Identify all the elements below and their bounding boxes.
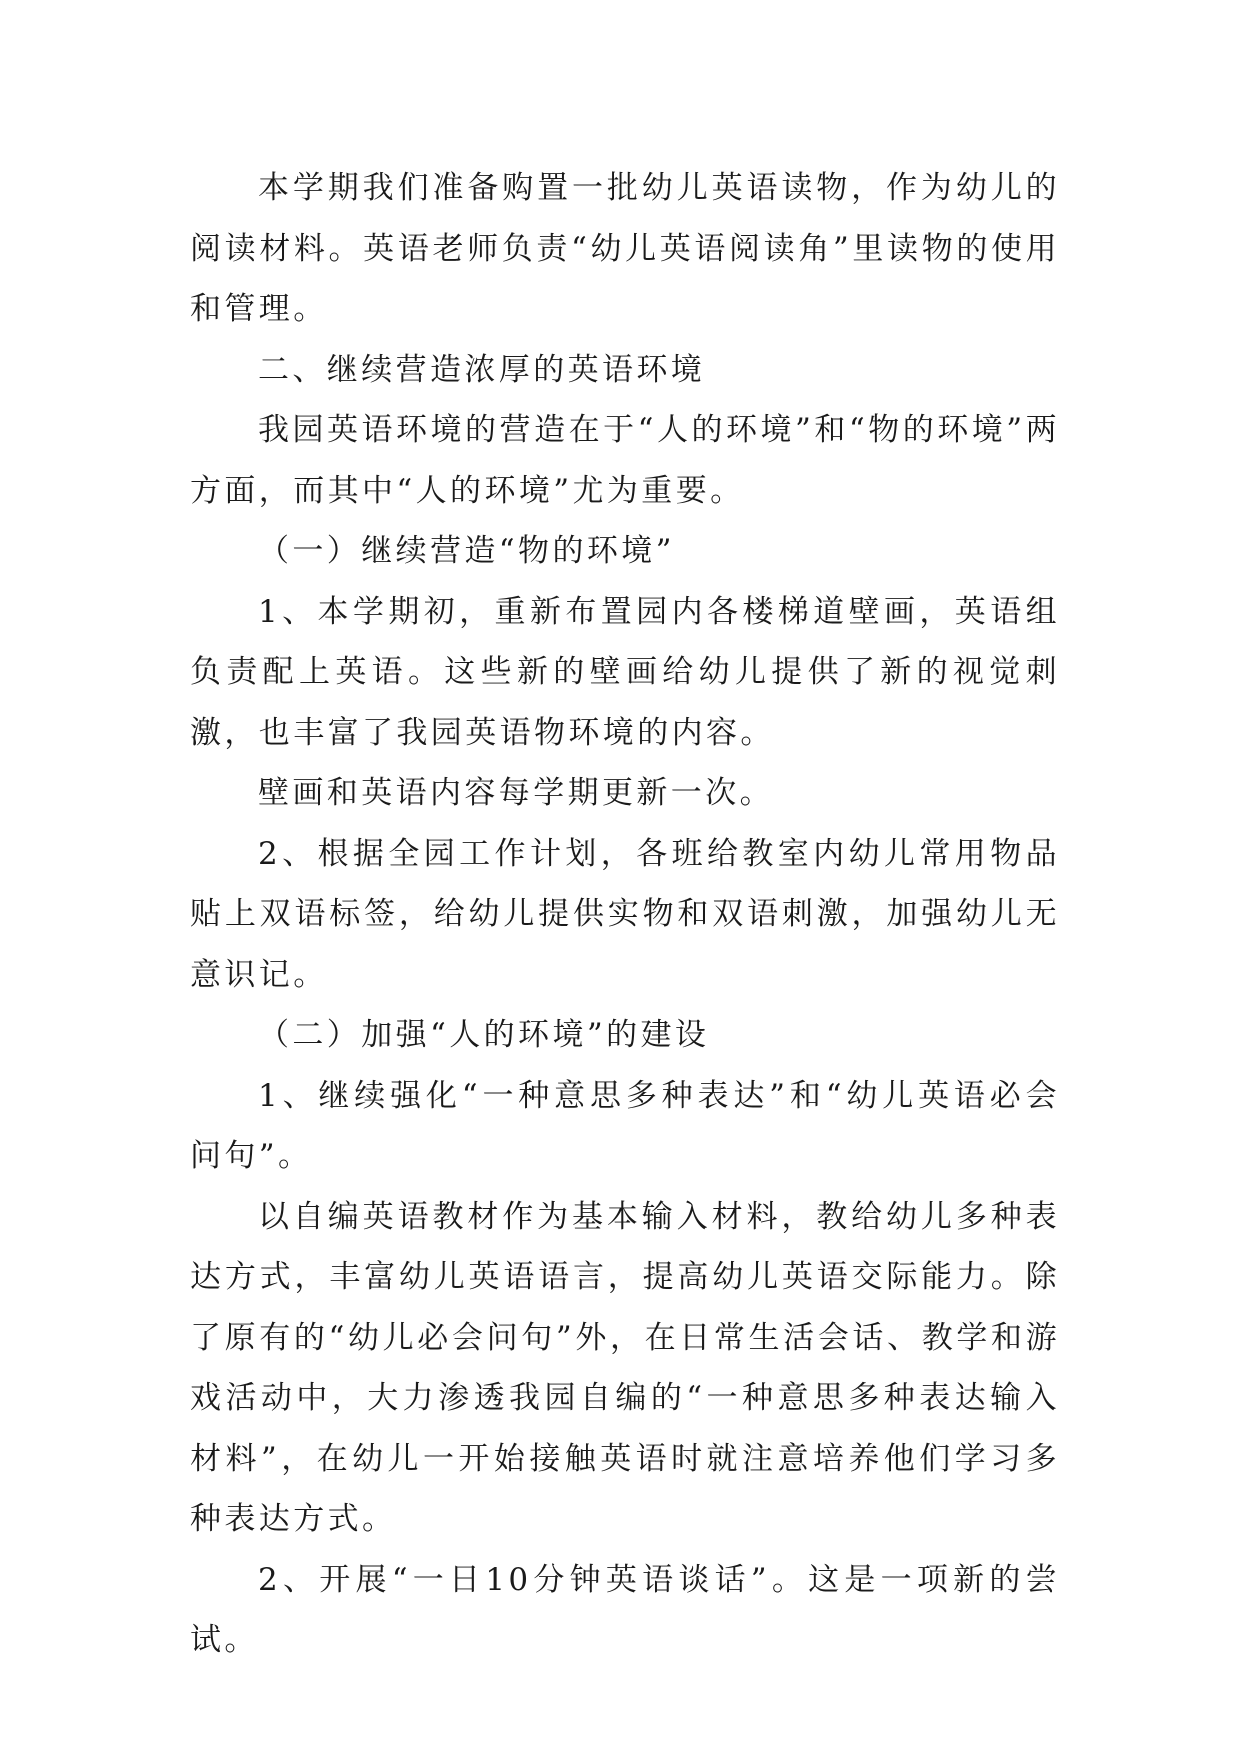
paragraph-self-compiled-materials: 以自编英语教材作为基本输入材料，教给幼儿多种表达方式，丰富幼儿英语语言，提高幼儿英语交际能力。除了原有的“幼儿必会问句”外，在日常生活会话、教学和游戏活动中，大力渗透我园自编的“一种意思多种表达输入材料”，在幼儿一开始接触英语时就注意培养他们学习多种表达方式。 xyxy=(190,1198,1060,1537)
paragraph-environment-intro: 我园英语环境的营造在于“人的环境”和“物的环境”两方面，而其中“人的环境”尤为重要。 xyxy=(190,412,1060,509)
paragraph-daily-english-talk: 2、开展“一日10分钟英语谈话”。这是一项新的尝试。 xyxy=(190,1561,1060,1658)
section-heading-english-environment: 二、继续营造浓厚的英语环境 xyxy=(258,351,706,388)
paragraph-bilingual-labels: 2、根据全园工作计划，各班给教室内幼儿常用物品贴上双语标签，给幼儿提供实物和双语刺激，加强幼儿无意识记。 xyxy=(190,835,1060,993)
subheading-human-environment: （二）加强“人的环境”的建设 xyxy=(258,1017,710,1053)
paragraph-reading-materials: 本学期我们准备购置一批幼儿英语读物，作为幼儿的阅读材料。英语老师负责“幼儿英语阅读角”里读物的使用和管理。 xyxy=(190,170,1060,327)
paragraph-wall-paintings: 1、本学期初，重新布置园内各楼梯道壁画，英语组负责配上英语。这些新的壁画给幼儿提供了新的视觉刺激，也丰富了我园英语物环境的内容。 xyxy=(190,593,1060,751)
paragraph-multiple-expressions: 1、继续强化“一种意思多种表达”和“幼儿英语必会问句”。 xyxy=(190,1077,1060,1174)
subheading-material-environment: （一）继续营造“物的环境” xyxy=(258,533,675,569)
document-body xyxy=(190,158,1060,1671)
paragraph-update-schedule: 壁画和英语内容每学期更新一次。 xyxy=(258,775,774,811)
